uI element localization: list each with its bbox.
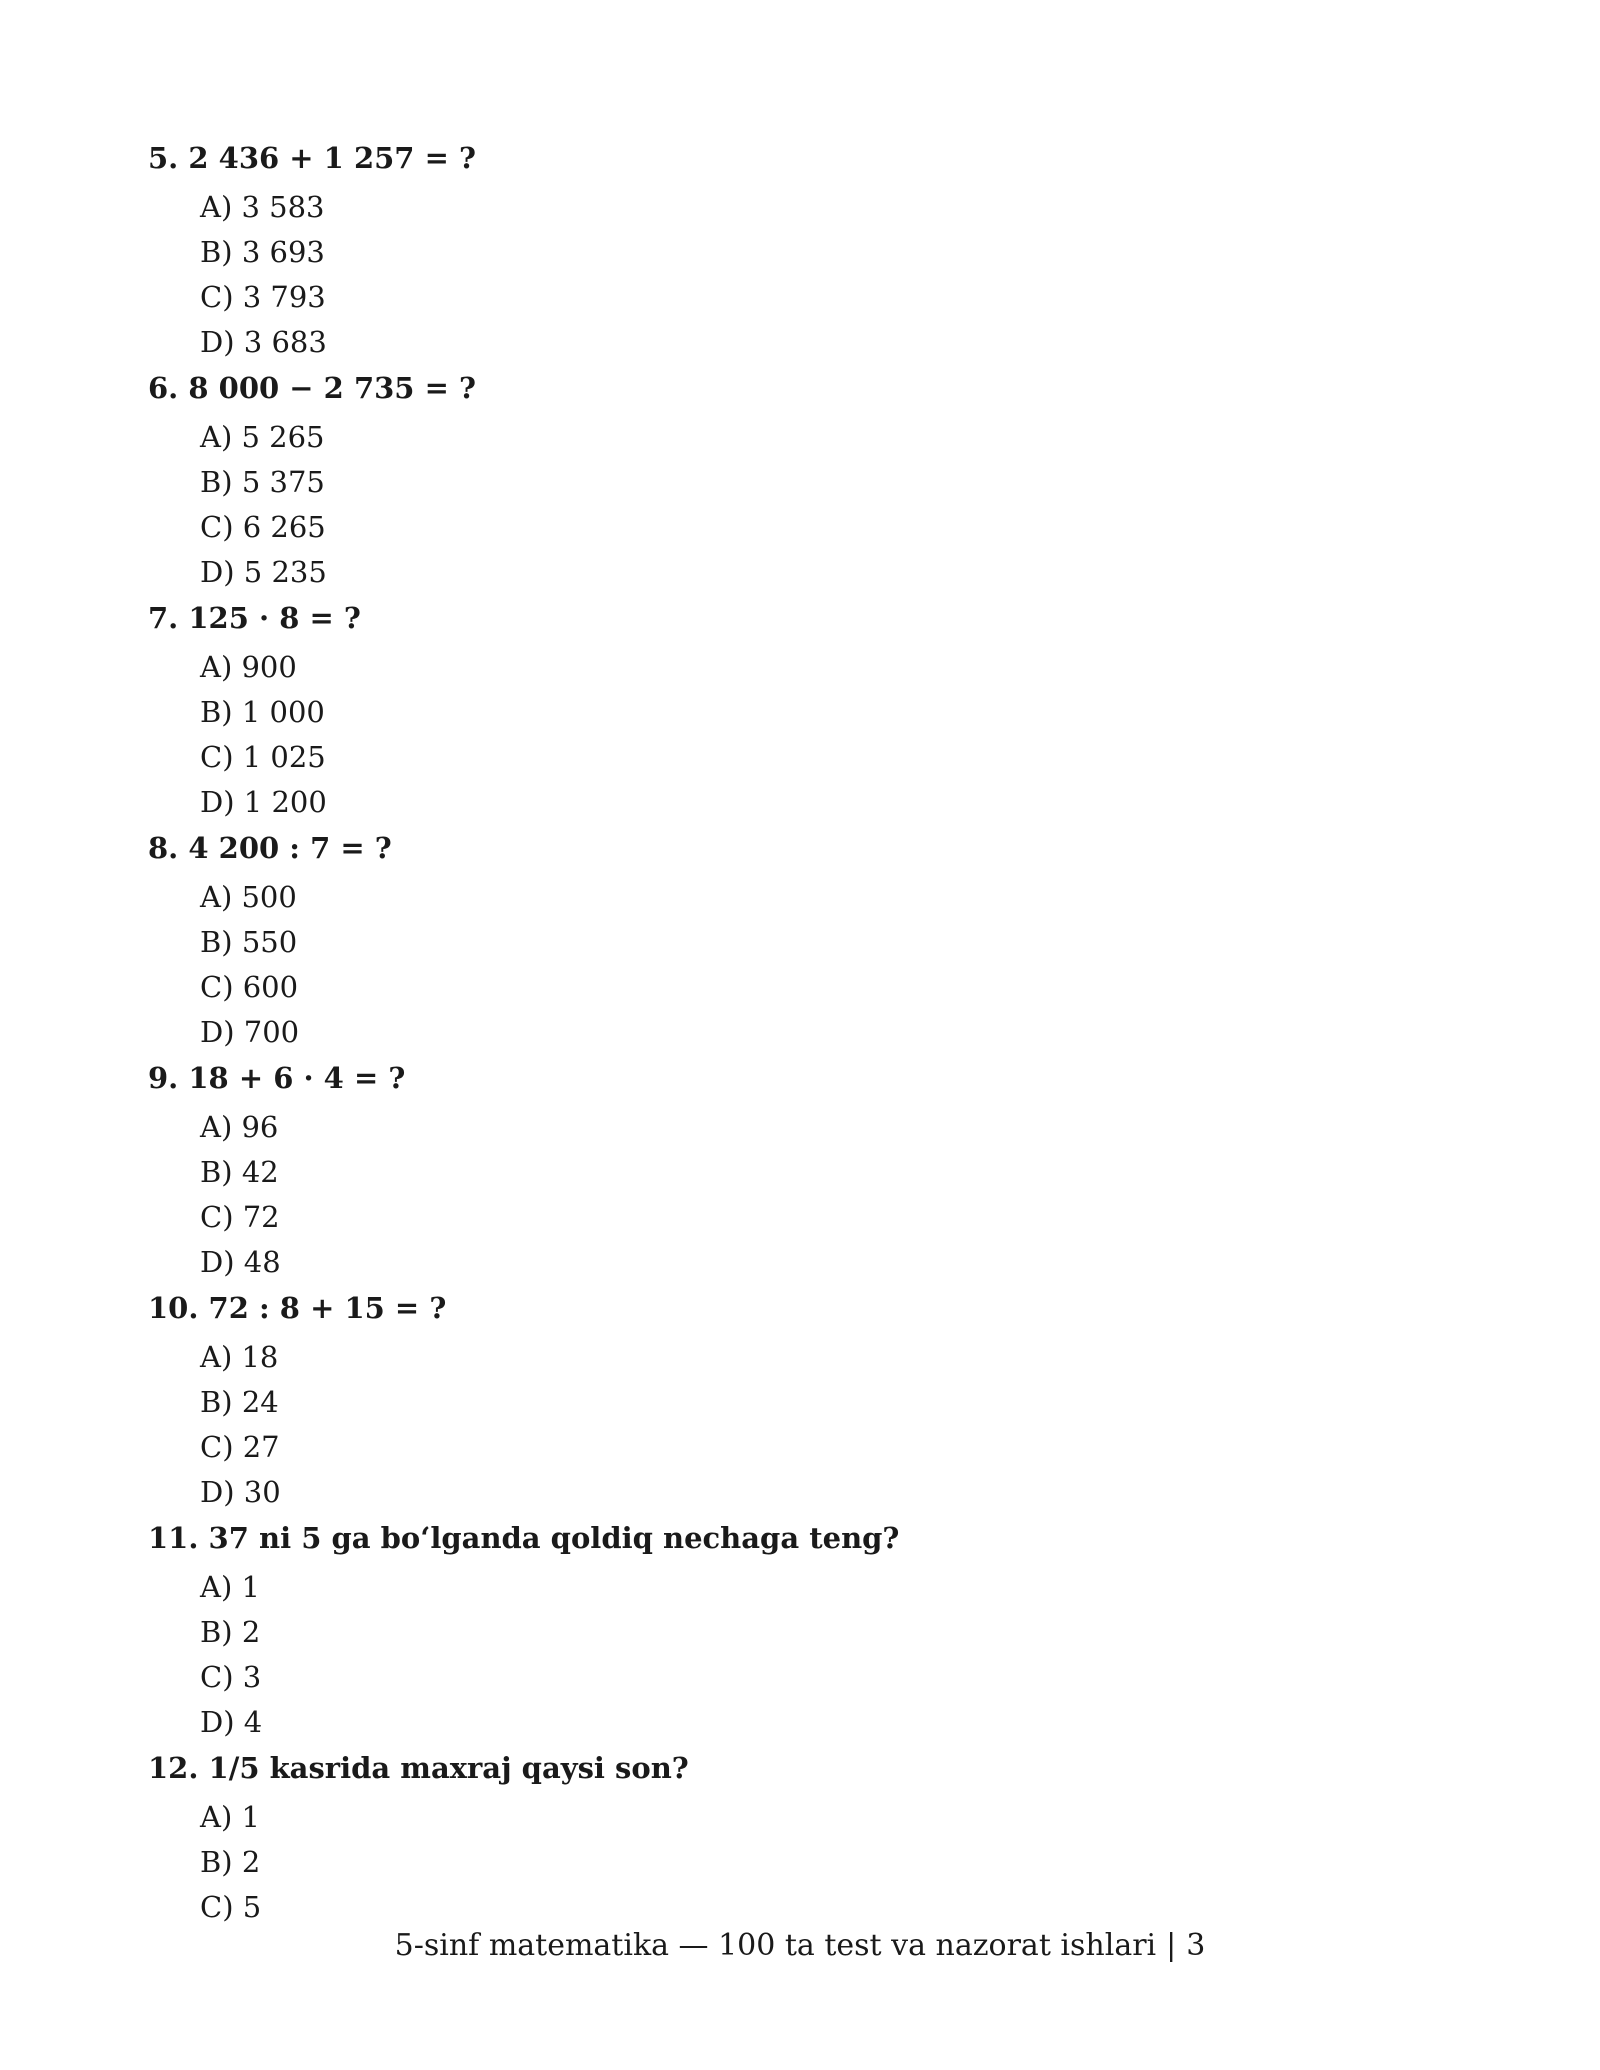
- option-c: C) 3: [200, 1660, 262, 1694]
- option-a: A) 96: [200, 1110, 279, 1144]
- option-a: A) 1: [200, 1570, 260, 1604]
- question-12: [148, 1745, 1448, 1930]
- question-6: [148, 365, 1448, 595]
- option-c: C) 72: [200, 1200, 280, 1234]
- option-b: B) 1 000: [200, 695, 325, 729]
- question-text: 6. 8 000 − 2 735 = ?: [148, 371, 476, 405]
- question-9: [148, 1055, 1448, 1285]
- option-c: C) 6 265: [200, 510, 326, 544]
- option-d: D) 5 235: [200, 555, 327, 589]
- footer-separator: |: [1166, 1928, 1177, 1963]
- option-d: D) 1 200: [200, 785, 327, 819]
- option-d: D) 4: [200, 1705, 263, 1739]
- option-a: A) 900: [200, 650, 297, 684]
- question-text: 11. 37 ni 5 ga boʻlganda qoldiq nechaga teng?: [148, 1521, 900, 1555]
- question-text: 8. 4 200 : 7 = ?: [148, 831, 392, 865]
- option-c: C) 600: [200, 970, 299, 1004]
- option-a: A) 1: [200, 1800, 260, 1834]
- option-c: C) 27: [200, 1430, 280, 1464]
- question-10: [148, 1285, 1448, 1515]
- question-text: 10. 72 : 8 + 15 = ?: [148, 1291, 447, 1325]
- option-b: B) 2: [200, 1615, 261, 1649]
- question-8: [148, 825, 1448, 1055]
- question-text: 9. 18 + 6 · 4 = ?: [148, 1061, 406, 1095]
- question-11: [148, 1515, 1448, 1745]
- option-a: A) 5 265: [200, 420, 325, 454]
- option-b: B) 24: [200, 1385, 279, 1419]
- option-d: D) 30: [200, 1475, 281, 1509]
- page-number: 3: [1186, 1928, 1206, 1963]
- option-c: C) 1 025: [200, 740, 326, 774]
- option-c: C) 5: [200, 1890, 262, 1924]
- option-b: B) 5 375: [200, 465, 325, 499]
- footer-title: 5-sinf matematika — 100 ta test va nazorat ishlari: [394, 1928, 1157, 1963]
- option-d: D) 3 683: [200, 325, 327, 359]
- option-b: B) 42: [200, 1155, 279, 1189]
- question-text: 5. 2 436 + 1 257 = ?: [148, 141, 476, 175]
- option-b: B) 3 693: [200, 235, 325, 269]
- option-a: A) 3 583: [200, 190, 325, 224]
- question-text: 7. 125 · 8 = ?: [148, 601, 361, 635]
- option-b: B) 550: [200, 925, 298, 959]
- questions-list: [148, 135, 1448, 1930]
- page-footer: [0, 1926, 1600, 1966]
- option-a: A) 18: [200, 1340, 279, 1374]
- option-c: C) 3 793: [200, 280, 326, 314]
- option-d: D) 700: [200, 1015, 300, 1049]
- question-text: 12. 1/5 kasrida maxraj qaysi son?: [148, 1751, 689, 1785]
- question-7: [148, 595, 1448, 825]
- option-a: A) 500: [200, 880, 297, 914]
- question-5: [148, 135, 1448, 365]
- option-b: B) 2: [200, 1845, 261, 1879]
- option-d: D) 48: [200, 1245, 281, 1279]
